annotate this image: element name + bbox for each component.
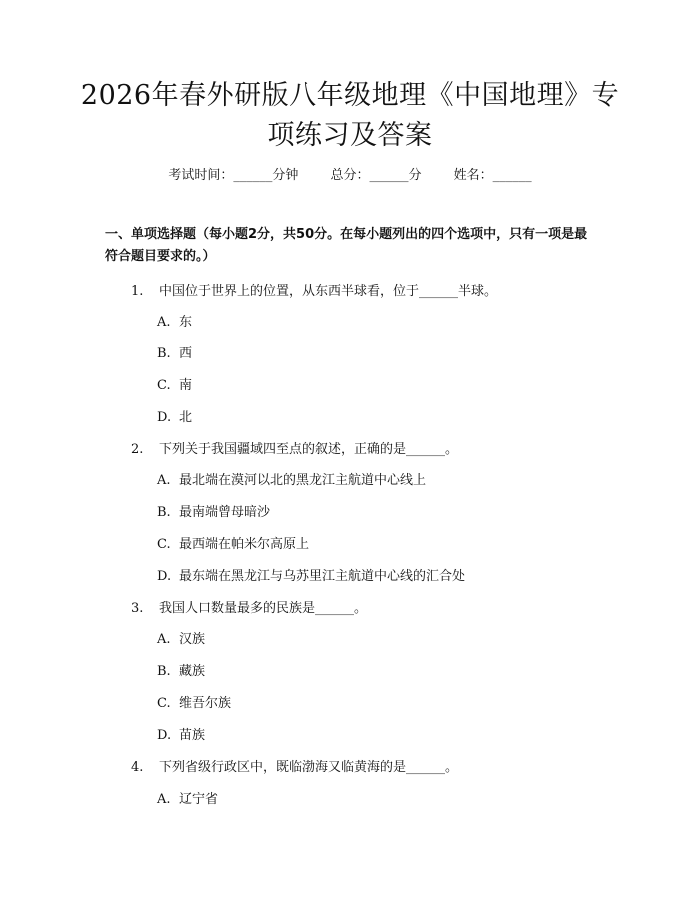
question-number: 1. — [131, 284, 144, 299]
option-item — [157, 470, 426, 492]
question-text: 中国位于世界上的位置，从东西半球看，位于______半球。 — [159, 284, 498, 299]
option-item — [157, 661, 205, 683]
option-text: 维吾尔族 — [179, 696, 232, 711]
option-text: 汉族 — [179, 632, 206, 647]
option-text: 最南端曾母暗沙 — [179, 505, 271, 520]
exam-meta — [0, 164, 700, 188]
student-name-field: 姓名：______ — [453, 168, 532, 183]
question-text: 下列关于我国疆域四至点的叙述，正确的是______。 — [159, 442, 459, 457]
option-item — [157, 725, 205, 747]
option-letter: C. — [157, 537, 171, 552]
option-item — [157, 502, 270, 524]
option-text: 藏族 — [179, 664, 206, 679]
option-letter: D. — [157, 569, 172, 584]
option-letter: C. — [157, 378, 171, 393]
exam-time-field: 考试时间：______分钟 — [168, 168, 299, 183]
option-item — [157, 343, 192, 365]
option-item — [157, 534, 309, 556]
option-text: 西 — [179, 346, 193, 361]
option-text: 东 — [179, 315, 193, 330]
question-text: 我国人口数量最多的民族是______。 — [159, 601, 368, 616]
option-text: 北 — [179, 410, 193, 425]
section-heading: 一、单项选择题（每小题2分，共50分。在每小题列出的四个选项中，只有一项是最符合题目要求的。） — [105, 227, 588, 264]
option-letter: B. — [157, 346, 171, 361]
option-text: 最东端在黑龙江与乌苏里江主航道中心线的汇合处 — [179, 569, 466, 584]
option-letter: B. — [157, 664, 171, 679]
question-text: 下列省级行政区中，既临渤海又临黄海的是______。 — [159, 760, 459, 775]
option-text: 辽宁省 — [179, 792, 219, 807]
option-text: 最北端在漠河以北的黑龙江主航道中心线上 — [179, 473, 427, 488]
option-item — [157, 407, 192, 429]
option-letter: D. — [157, 728, 172, 743]
question-number: 4. — [131, 760, 144, 775]
option-item — [157, 693, 231, 715]
option-text: 南 — [179, 378, 193, 393]
question-3 — [131, 598, 367, 620]
option-letter: A. — [157, 632, 171, 647]
option-letter: A. — [157, 792, 171, 807]
option-item — [157, 629, 205, 651]
question-2 — [131, 439, 458, 461]
page-title: 2026年春外研版八年级地理《中国地理》专项练习及答案 — [80, 80, 620, 151]
option-item — [157, 312, 192, 334]
option-letter: A. — [157, 315, 171, 330]
option-item — [157, 375, 192, 397]
option-letter: A. — [157, 473, 171, 488]
option-text: 苗族 — [179, 728, 206, 743]
question-4 — [131, 757, 458, 779]
total-score-field: 总分：______分 — [330, 168, 422, 183]
option-item — [157, 566, 465, 588]
option-letter: B. — [157, 505, 171, 520]
question-1 — [131, 281, 497, 303]
question-number: 3. — [131, 601, 144, 616]
option-letter: C. — [157, 696, 171, 711]
question-number: 2. — [131, 442, 144, 457]
option-letter: D. — [157, 410, 172, 425]
option-item — [157, 789, 218, 811]
option-text: 最西端在帕米尔高原上 — [179, 537, 310, 552]
